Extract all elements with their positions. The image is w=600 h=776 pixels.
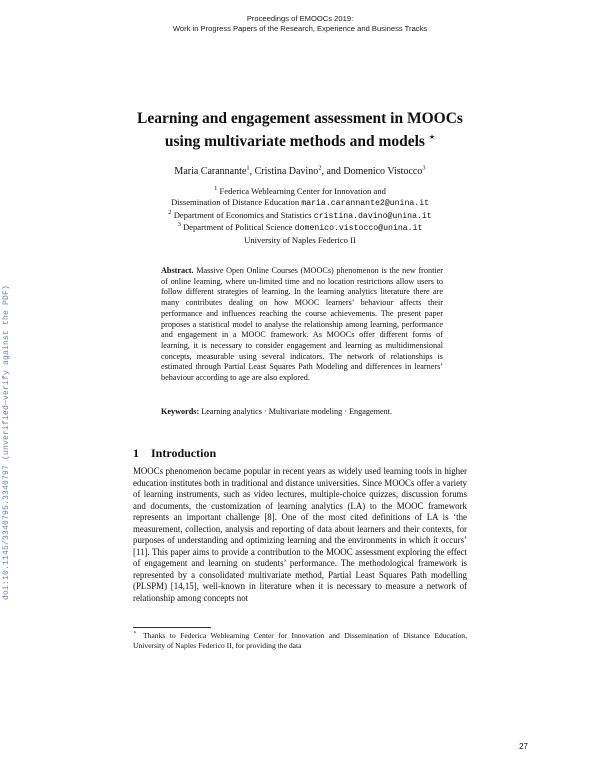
author-name: Maria Carannante <box>174 166 247 177</box>
footnote-divider <box>133 627 211 628</box>
header-line-2: Work in Progress Papers of the Research, Experience and Business Tracks <box>172 24 428 33</box>
affiliation-text: Department of Economics and Statistics <box>173 209 312 220</box>
email-link[interactable]: maria.carannante2@unina.it <box>301 199 430 209</box>
university: University of Naples Federico II <box>244 234 356 245</box>
doi-text[interactable]: doi:10.1145/3340795.3340797 (unverified—verify against the PDF) <box>2 284 11 600</box>
affiliation-text: Department of Political Science <box>182 222 293 233</box>
affiliation-2 <box>100 210 500 222</box>
affiliation-number: 1 <box>214 185 218 193</box>
author-affil-mark: 2 <box>318 164 322 172</box>
email-link[interactable]: domenico.vistocco@unina.it <box>294 224 423 234</box>
body-paragraph: MOOCs phenomenon became popular in recent years as widely used learning tools in higher education institutes both in traditional and distance universities. Since MOOCs offer a variety of learning instruments, such as video lectures, multiple-choice quizzes, discussion forums and documents, the customization of learning analytics (LA) to the MOOC framework represents an important challenge [8]. One of the most cited definitions of LA is ‘the measurement, collection, analysis and reporting of data about learners and their contexts, for purposes of understanding and optimizing learning and the environments in which it occurs’ [11]. This paper aims to provide a contribution to the MOOC assessment exploring the effect of engagement and learning on students’ performance. The methodological framework is represented by a consolidated multivariate method, Partial Least Squares Path modelling (PLSPM) [14,15], well-known in literature when it is necessary to measure a network of relationship among concepts not <box>133 466 467 603</box>
author-list <box>100 166 500 178</box>
affiliations <box>100 186 500 246</box>
author-name: Domenico Vistocco <box>343 166 423 177</box>
affiliation-3 <box>100 222 500 234</box>
author-affil-mark: 3 <box>422 164 426 172</box>
title-line-2-wrap <box>100 128 500 151</box>
email-link[interactable]: cristina.davino@unina.it <box>313 211 432 221</box>
header-line-1: Proceedings of EMOOCs 2019: <box>246 14 354 23</box>
keywords-label: Keywords: <box>161 407 200 416</box>
affiliation-number: 2 <box>168 208 172 216</box>
footnote-text: Thanks to Federica Weblearning Center for Innovation and Dissemination of Distance Education, University of Naples Federico II, for providing the data <box>133 631 467 650</box>
author-affil-mark: 1 <box>246 164 250 172</box>
title-line-1: Learning and engagement assessment in MOOCs <box>137 110 463 127</box>
author-separator: , and <box>321 166 344 177</box>
title-line-2: using multivariate methods and models <box>164 133 425 151</box>
affiliation-text: Federica Weblearning Center for Innovation and <box>219 186 386 196</box>
abstract <box>161 266 443 384</box>
abstract-text: Massive Open Online Courses (MOOCs) phenomenon is the new frontier of online learning, where un-limited time and no location restrictions allow users to follow different strategies of learning. In the learning analytics literature there are many contributes dealing on how MOOC learners’ behaviour affects their performance and influences reaching the course achievements. The present paper proposes a statistical model to analyse the relationship among learning, performance and engagement in a MOOC framework. As MOOCs offer different forms of learning, it is necessary to consider engagement and learning as multidimensional concepts, measurable using several indicators. The network of relationships is estimated through Partial Least Squares Path Modeling and differences in learners’ behaviour according to age are also explored. <box>161 266 444 383</box>
section-heading <box>133 446 473 460</box>
affiliation-1-line-2 <box>100 197 500 209</box>
keywords <box>161 407 443 418</box>
affiliation-number: 3 <box>177 221 181 229</box>
keywords-text: Learning analytics · Multivariate modeling · Engagement. <box>201 407 393 416</box>
author-separator: , <box>249 166 255 177</box>
paper-title <box>100 109 500 151</box>
page-number: 27 <box>519 742 528 751</box>
affiliation-text: Dissemination of Distance Education <box>170 197 300 208</box>
affiliation-1-line-1 <box>100 186 500 197</box>
section-title: Introduction <box>151 446 217 460</box>
footnote: ⋆ Thanks to Federica Weblearning Center for Innovation and Dissemination of Distance Education, University of Naples Federico II, for providing the data <box>133 630 467 650</box>
title-footnote-mark[interactable]: ⋆ <box>428 132 436 143</box>
author-name: Cristina Davino <box>254 166 319 177</box>
section-number: 1 <box>133 446 139 460</box>
abstract-label: Abstract. <box>161 266 194 275</box>
proceedings-header <box>0 14 600 34</box>
